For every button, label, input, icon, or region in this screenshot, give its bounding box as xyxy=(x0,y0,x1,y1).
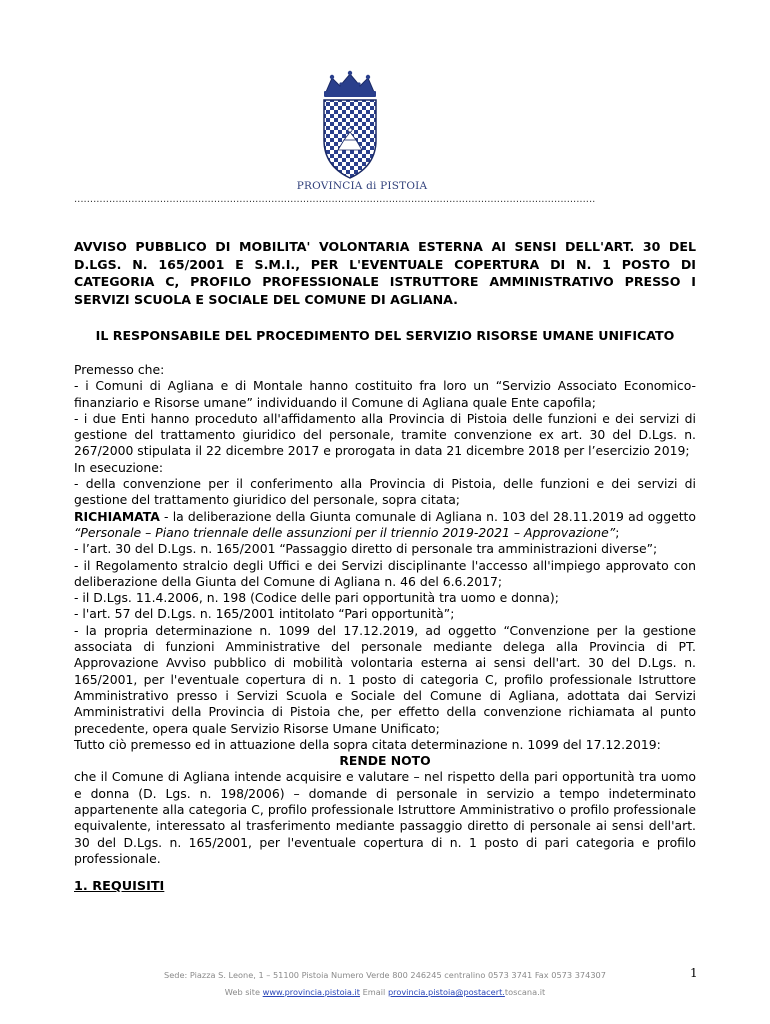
province-crest-logo xyxy=(318,70,382,182)
dotted-separator: .................................................................................................................................................................... xyxy=(74,194,596,205)
paragraph-8: - la propria determinazione n. 1099 del 17.12.2019, ad oggetto “Convenzione per la gestione associata di funzioni Amministrative del personale mediante delega alla Provincia di PT. Approvazione Avviso pubblico di mobilità volontaria esterna ai sensi dell'art. 30 del D.Lgs. n. 165/2001, per l'eventuale copertura di n. 1 posto di categoria C, profilo professionale Istruttore Amministrativo presso i Servizi Scuola e Sociale del Comune di Agliana, adottata dai Servizi Amministrativi della Provincia di Pistoia che, per effetto della convenzione richiamata al punto precedente, opera quale Servizio Risorse Umane Unificato; xyxy=(74,622,696,736)
paragraph-5: - il Regolamento stralcio degli Uffici e dei Servizi disciplinante l'accesso all'impiego approvato con deliberazione della Giunta del Comune di Agliana n. 46 del 6.6.2017; xyxy=(74,557,696,589)
richiamata-end: ; xyxy=(615,524,620,540)
paragraph-2: - i due Enti hanno proceduto all'affidamento alla Provincia di Pistoia delle funzioni e dei servizi di gestione del trattamento giuridico del personale, tramite convenzione ex art. 30 del D.Lgs. n. 267/2000 stipulata il 22 dicembre 2017 e prorogata in data 21 dicembre 2018 per l’esercizio 2019; xyxy=(74,410,696,459)
tutto-line: Tutto ciò premesso ed in attuazione della sopra citata determinazione n. 1099 del 17.12.2019: xyxy=(74,736,661,752)
email-label: Email xyxy=(360,987,388,997)
email-link[interactable]: provincia.pistoia@postacert. xyxy=(387,987,505,997)
in-esecuzione-line: In esecuzione: xyxy=(74,459,163,475)
document-content xyxy=(74,238,696,896)
notice-title: AVVISO PUBBLICO DI MOBILITA' VOLONTARIA ESTERNA AI SENSI DELL'ART. 30 DEL D.LGS. N. 165/2001 E S.M.I., PER L'EVENTUALE COPERTURA DI N. 1 POSTO DI CATEGORIA C, PROFILO PROFESSIONALE ISTRUTTORE AMMINISTRATIVO PRESSO I SERVIZI SCUOLA E SOCIALE DEL COMUNE DI AGLIANA. xyxy=(74,239,696,307)
document-body xyxy=(74,362,696,896)
rende-noto-heading: RENDE NOTO xyxy=(339,753,431,769)
paragraph-7: - l'art. 57 del D.Lgs. n. 165/2001 intitolato “Pari opportunità”; xyxy=(74,606,455,622)
richiamata-italic: “Personale – Piano triennale delle assunzioni per il triennio 2019-2021 – Approvazione” xyxy=(74,524,616,540)
email-tail: toscana.it xyxy=(504,987,546,997)
section-heading-requisiti: 1. REQUISITI xyxy=(74,879,165,895)
notice-subtitle: IL RESPONSABILE DEL PROCEDIMENTO DEL SERVIZIO RISORSE UMANE UNIFICATO xyxy=(95,328,675,343)
paragraph-3: - della convenzione per il conferimento alla Provincia di Pistoia, delle funzioni e dei servizi di gestione del trattamento giuridico del personale, sopra citata; xyxy=(74,476,696,508)
province-name: PROVINCIA di PISTOIA xyxy=(296,180,428,192)
paragraph-1: - i Comuni di Agliana e di Montale hanno costituito fra loro un “Servizio Associato Economico-finanziario e Risorse umane” individuando il Comune di Agliana quale Ente capofila; xyxy=(74,378,696,410)
richiamata-text: - la deliberazione della Giunta comunale di Agliana n. 103 del 28.11.2019 ad oggetto xyxy=(159,508,696,524)
richiamata-paragraph xyxy=(74,509,696,542)
paragraph-9: che il Comune di Agliana intende acquisire e valutare – nel rispetto della pari opportunità tra uomo e donna (D. Lgs. n. 198/2006) – domande di personale in servizio a tempo indeterminato appartenente alla categoria C, profilo professionale Istruttore Amministrativo o profilo professionale equivalente, interessato al trasferimento mediante passaggio diretto di personale ai sensi dell'art. 30 del D.Lgs. n. 165/2001, per l'eventuale copertura di n. 1 posto di pari categoria e profilo professionale. xyxy=(74,769,696,866)
premesso-line: Premesso che: xyxy=(74,362,165,377)
footer-contacts xyxy=(74,986,696,998)
web-label: Web site xyxy=(224,987,263,997)
paragraph-4: - l’art. 30 del D.Lgs. n. 165/2001 “Passaggio diretto di personale tra amministrazioni diverse”; xyxy=(74,541,658,557)
page-footer xyxy=(74,969,696,998)
richiamata-label: RICHIAMATA xyxy=(74,508,160,524)
paragraph-6: - il D.Lgs. 11.4.2006, n. 198 (Codice delle pari opportunità tra uomo e donna); xyxy=(74,590,559,606)
page-number: 1 xyxy=(690,966,698,980)
website-link[interactable]: www.provincia.pistoia.it xyxy=(262,987,361,997)
footer-address: Sede: Piazza S. Leone, 1 – 51100 Pistoia Numero Verde 800 246245 centralino 0573 3741 Fax 0573 374307 xyxy=(164,970,606,980)
